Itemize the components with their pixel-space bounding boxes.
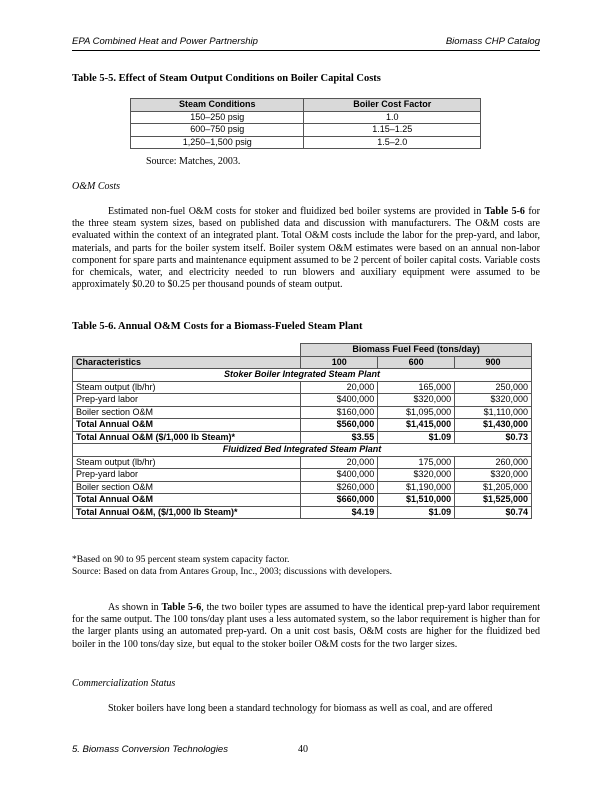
table-row xyxy=(73,456,532,469)
row-value: $0.73 xyxy=(455,431,532,444)
p2-table-ref: Table 5-6 xyxy=(161,602,202,613)
om-table-ref: Table 5-6 xyxy=(484,206,525,217)
row-value: 20,000 xyxy=(301,456,378,469)
row-label: Steam output (lb/hr) xyxy=(73,456,301,469)
row-label: Boiler section O&M xyxy=(73,406,301,419)
table-row xyxy=(73,481,532,494)
table-5-5 xyxy=(130,98,481,149)
row-value: $4.19 xyxy=(301,506,378,519)
cell-factor: 1.5–2.0 xyxy=(304,136,481,149)
row-value: $400,000 xyxy=(301,469,378,482)
table-row xyxy=(73,469,532,482)
commercialization-heading: Commercialization Status xyxy=(72,678,176,689)
fuel-feed-header: Biomass Fuel Feed (tons/day) xyxy=(301,344,532,357)
table-5-6-source: Source: Based on data from Antares Group, Inc., 2003; discussions with developers. xyxy=(72,567,393,577)
row-value: $1.09 xyxy=(378,506,455,519)
row-value: $1,110,000 xyxy=(455,406,532,419)
cell-factor: 1.15–1.25 xyxy=(304,124,481,137)
row-value: 260,000 xyxy=(455,456,532,469)
table-header-row xyxy=(131,99,481,112)
cell-condition: 1,250–1,500 psig xyxy=(131,136,304,149)
om-text-pre: Estimated non-fuel O&M costs for stoker and fluidized bed boiler systems are provided in xyxy=(108,206,485,217)
col-900: 900 xyxy=(455,356,532,369)
row-label: Steam output (lb/hr) xyxy=(73,381,301,394)
stoker-section-title: Stoker Boiler Integrated Steam Plant xyxy=(73,369,532,382)
row-value: $320,000 xyxy=(455,469,532,482)
group-header-row xyxy=(73,344,532,357)
row-value: 250,000 xyxy=(455,381,532,394)
row-value: $1,430,000 xyxy=(455,419,532,432)
header-left: EPA Combined Heat and Power Partnership xyxy=(72,36,258,47)
row-value: 175,000 xyxy=(378,456,455,469)
table-row xyxy=(73,381,532,394)
column-header-row xyxy=(73,356,532,369)
col-steam-conditions: Steam Conditions xyxy=(131,99,304,112)
section-row xyxy=(73,444,532,457)
cell-condition: 600–750 psig xyxy=(131,124,304,137)
row-value: $1,190,000 xyxy=(378,481,455,494)
table-row xyxy=(73,506,532,519)
om-text-post: for the three steam system sizes, based on published data and discussion with manufacturers. The O&M costs are evaluated within the context of an integrated plant. Total O&M costs include the labor for the prep-yard, and labor, materials, and parts for the boiler system itself. Boiler system O&M estimates were based on an annual non-labor component for spare parts and maintenance equipment assumed to be 2 percent of boiler capital costs. Variable costs for chemicals, water, and electricity needed to run blowers and auxiliary equipment were assumed to be approximately $0.20 to $0.25 per thousand pounds of steam output. xyxy=(72,206,540,291)
row-value: $3.55 xyxy=(301,431,378,444)
empty-cell xyxy=(73,344,301,357)
row-value: $320,000 xyxy=(455,394,532,407)
table-row xyxy=(73,431,532,444)
row-label: Prep-yard labor xyxy=(73,469,301,482)
table-5-6-caption: Table 5-6. Annual O&M Costs for a Biomass-Fueled Steam Plant xyxy=(72,321,363,332)
table-row xyxy=(131,111,481,124)
characteristics-header: Characteristics xyxy=(73,356,301,369)
row-value: $1,205,000 xyxy=(455,481,532,494)
row-label: Boiler section O&M xyxy=(73,481,301,494)
commercialization-paragraph xyxy=(72,703,540,715)
row-value: $1.09 xyxy=(378,431,455,444)
row-value: $320,000 xyxy=(378,394,455,407)
col-boiler-cost-factor: Boiler Cost Factor xyxy=(304,99,481,112)
page-number: 40 xyxy=(298,744,308,755)
p2-text-pre: As shown in xyxy=(108,602,162,613)
table-5-6-note: *Based on 90 to 95 percent steam system capacity factor. xyxy=(72,555,290,565)
row-label: Total Annual O&M xyxy=(73,419,301,432)
table-row xyxy=(73,394,532,407)
om-paragraph xyxy=(72,206,540,291)
table-5-5-caption: Table 5-5. Effect of Steam Output Conditions on Boiler Capital Costs xyxy=(72,73,381,84)
row-value: $260,000 xyxy=(301,481,378,494)
table-5-6 xyxy=(72,343,532,519)
stoker-rows xyxy=(73,381,532,444)
om-costs-heading: O&M Costs xyxy=(72,181,121,192)
comparison-paragraph xyxy=(72,602,540,651)
row-value: 165,000 xyxy=(378,381,455,394)
row-label: Prep-yard labor xyxy=(73,394,301,407)
row-value: 20,000 xyxy=(301,381,378,394)
row-value: $320,000 xyxy=(378,469,455,482)
page-header xyxy=(72,36,540,51)
p2-text-post: , the two boiler types are assumed to have the identical prep-yard labor requirement for the same output. The 100 tons/day plant uses a less automated system, so the labor requirement is higher than for the larger plants using an automated prep-yard. On a unit cost basis, O&M costs are higher for the fluidized bed boiler in the 100 tons/day size, but equal to the stoker boiler O&M costs for the two larger sizes. xyxy=(72,602,540,650)
row-value: $1,095,000 xyxy=(378,406,455,419)
cell-condition: 150–250 psig xyxy=(131,111,304,124)
row-value: $1,510,000 xyxy=(378,494,455,507)
row-value: $0.74 xyxy=(455,506,532,519)
row-value: $400,000 xyxy=(301,394,378,407)
row-value: $560,000 xyxy=(301,419,378,432)
footer-section: 5. Biomass Conversion Technologies xyxy=(72,744,228,755)
col-600: 600 xyxy=(378,356,455,369)
cell-factor: 1.0 xyxy=(304,111,481,124)
row-value: $1,415,000 xyxy=(378,419,455,432)
row-value: $660,000 xyxy=(301,494,378,507)
table-row xyxy=(73,419,532,432)
table-row xyxy=(73,406,532,419)
commercialization-text: Stoker boilers have long been a standard technology for biomass as well as coal, and are offered xyxy=(108,703,493,714)
row-label: Total Annual O&M ($/1,000 lb Steam)* xyxy=(73,431,301,444)
section-row xyxy=(73,369,532,382)
header-right: Biomass CHP Catalog xyxy=(445,36,540,47)
fluidized-rows xyxy=(73,456,532,519)
table-row xyxy=(131,136,481,149)
table-row xyxy=(131,124,481,137)
table-row xyxy=(73,494,532,507)
col-100: 100 xyxy=(301,356,378,369)
table-5-5-source: Source: Matches, 2003. xyxy=(146,156,241,167)
row-label: Total Annual O&M xyxy=(73,494,301,507)
fluidized-section-title: Fluidized Bed Integrated Steam Plant xyxy=(73,444,532,457)
row-value: $1,525,000 xyxy=(455,494,532,507)
row-value: $160,000 xyxy=(301,406,378,419)
row-label: Total Annual O&M, ($/1,000 lb Steam)* xyxy=(73,506,301,519)
